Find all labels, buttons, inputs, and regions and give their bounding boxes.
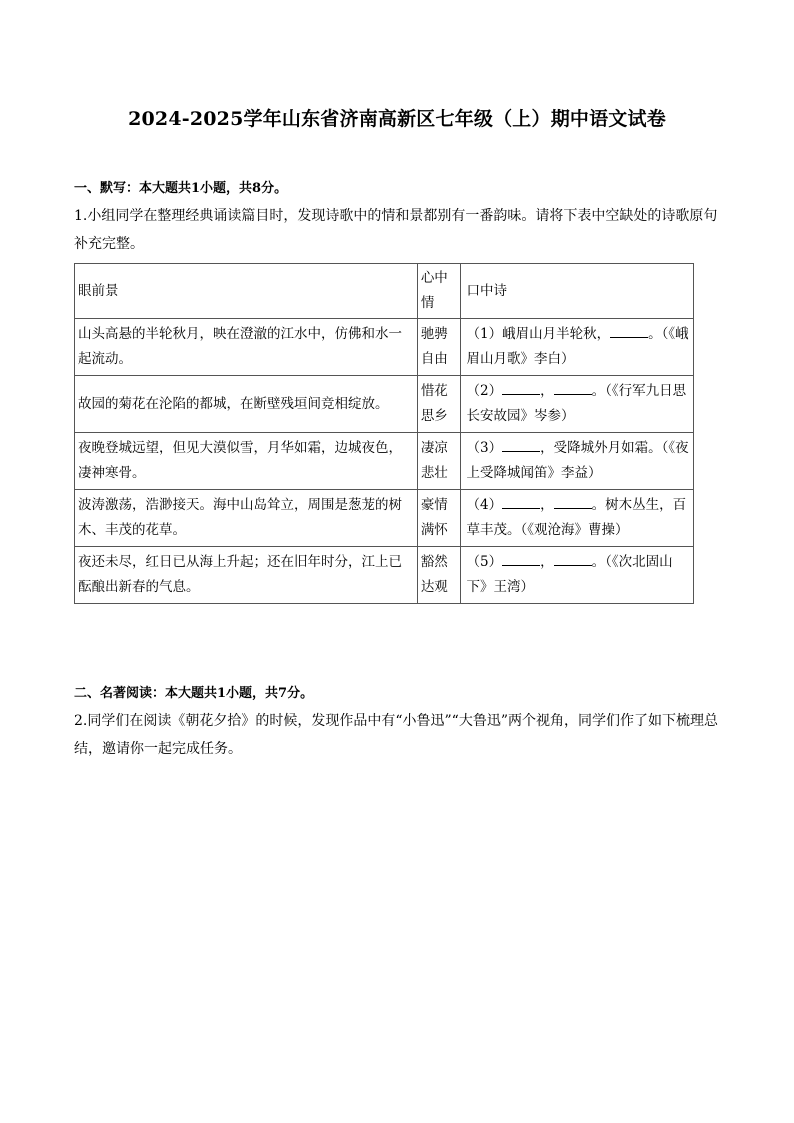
mood-cell: 豪情满怀: [417, 490, 460, 547]
mood-cell: 凄凉悲壮: [417, 433, 460, 490]
mood-cell: 驰骋自由: [417, 319, 460, 376]
mood-cell: 惜花思乡: [417, 376, 460, 433]
scene-cell: 山头高悬的半轮秋月，映在澄澈的江水中，仿佛和水一起流动。: [75, 319, 418, 376]
scene-cell: 夜晚登城远望，但见大漠似雪，月华如霜，边城夜色，凄神寒骨。: [75, 433, 418, 490]
answer-blank[interactable]: [554, 494, 592, 509]
poem-text: ，: [540, 497, 554, 513]
header-poem: 口中诗: [460, 264, 694, 319]
poem-text: ，: [540, 383, 554, 399]
poem-text: （3）: [466, 440, 503, 456]
section-heading-1: 一、默写：本大题共1小题，共8分。: [74, 181, 288, 196]
poem-text: （4）: [466, 497, 503, 513]
mood-cell: 豁然达观: [417, 547, 460, 604]
table-row: [75, 547, 694, 604]
answer-blank[interactable]: [610, 323, 648, 338]
poem-text: 。（《行军九日思长安故园》岑参）: [466, 383, 687, 424]
table-row: [75, 433, 694, 490]
poem-text: （5）: [466, 554, 503, 570]
poem-cell: [460, 319, 694, 376]
header-mood: 心中情: [417, 264, 460, 319]
poem-text: ，受降城外月如霜。（《夜上受降城闻笛》李益）: [466, 440, 689, 481]
poem-text: 。（《次北固山下》王湾）: [466, 554, 673, 595]
poem-text: ，: [540, 554, 554, 570]
answer-blank[interactable]: [554, 380, 592, 395]
poem-text: 。树木丛生，百草丰茂。（《观沧海》曹操）: [466, 497, 687, 538]
poem-text: （1）峨眉山月半轮秋，: [466, 326, 611, 342]
table-row: [75, 490, 694, 547]
poem-cell: [460, 433, 694, 490]
poem-cell: [460, 490, 694, 547]
answer-blank[interactable]: [502, 551, 540, 566]
poem-cell: [460, 376, 694, 433]
section-heading-2: 二、名著阅读：本大题共1小题，共7分。: [74, 686, 314, 701]
answer-blank[interactable]: [554, 551, 592, 566]
table-header-row: [75, 264, 694, 319]
table-row: [75, 376, 694, 433]
answer-blank[interactable]: [502, 437, 540, 452]
poem-table: [74, 263, 694, 604]
answer-blank[interactable]: [502, 494, 540, 509]
poem-text: 。（《峨眉山月歌》李白）: [466, 326, 689, 367]
scene-cell: 夜还未尽，红日已从海上升起；还在旧年时分，江上已酝酿出新春的气息。: [75, 547, 418, 604]
question-1-text: 1.小组同学在整理经典诵读篇目时，发现诗歌中的情和景都别有一番韵味。请将下表中空缺处的诗歌原句补充完整。: [74, 208, 718, 252]
answer-blank[interactable]: [502, 380, 540, 395]
header-scene: 眼前景: [75, 264, 418, 319]
page-title: 2024-2025学年山东省济南高新区七年级（上）期中语文试卷: [128, 108, 666, 130]
scene-cell: 波涛激荡，浩渺接天。海中山岛耸立，周围是葱茏的树木、丰茂的花草。: [75, 490, 418, 547]
poem-text: （2）: [466, 383, 503, 399]
poem-cell: [460, 547, 694, 604]
scene-cell: 故园的菊花在沦陷的都城，在断壁残垣间竞相绽放。: [75, 376, 418, 433]
table-row: [75, 319, 694, 376]
question-2-text: 2.同学们在阅读《朝花夕拾》的时候，发现作品中有“小鲁迅”“大鲁迅”两个视角，同学们作了如下梳理总结，邀请你一起完成任务。: [74, 713, 718, 757]
